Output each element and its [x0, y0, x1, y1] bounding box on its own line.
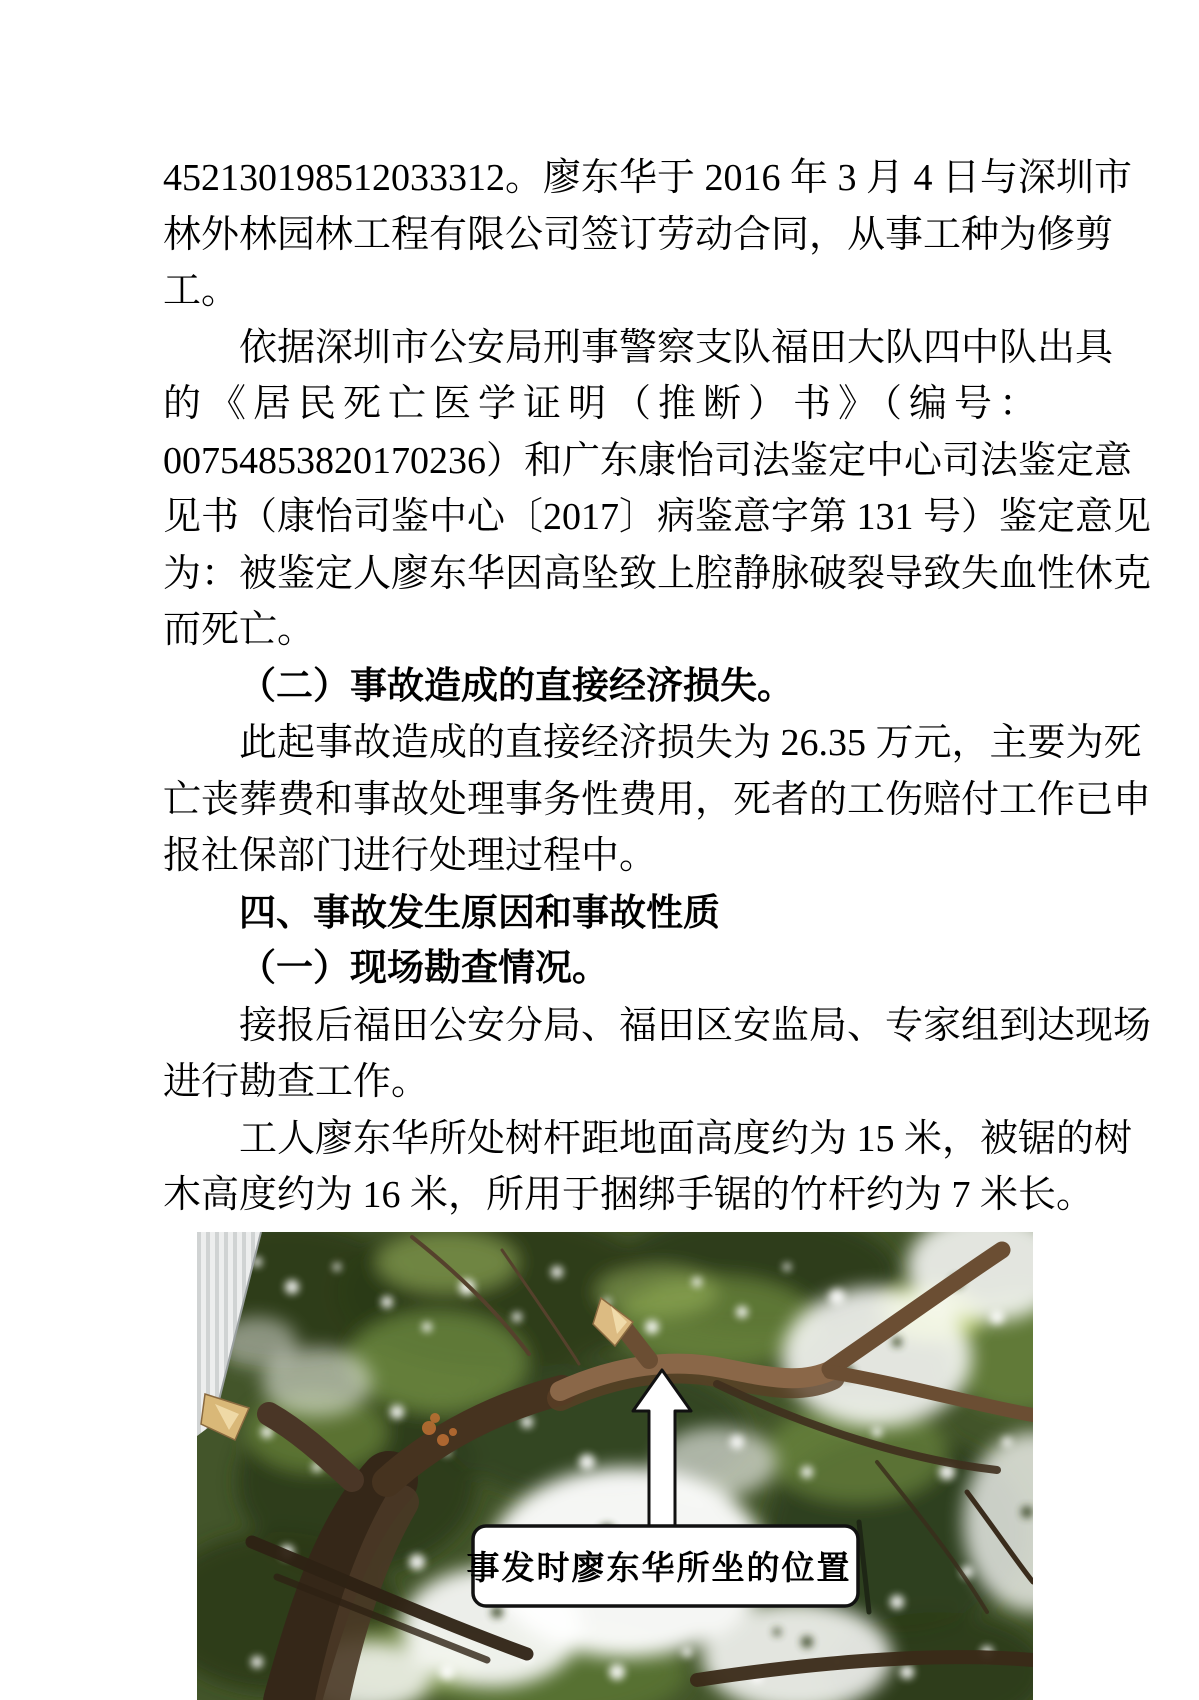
photo-callout [467, 1526, 859, 1606]
chapter-heading-cause-and-nature: 四、事故发生原因和事故性质 [239, 891, 720, 933]
doc-line-6: 00754853820170236）和广东康怡司法鉴定中心司法鉴定意 [163, 439, 1133, 482]
doc-line-2: 林外林园林工程有限公司签订劳动合同，从事工种为修剪 [163, 213, 1114, 256]
doc-line-3: 工。 [163, 270, 240, 312]
doc-line-5: 的《居民死亡医学证明（推断）书》（编号： [163, 383, 1037, 425]
doc-line-4: 依据深圳市公安局刑事警察支队福田大队四中队出具 [239, 326, 1114, 369]
doc-line-9: 而死亡。 [163, 609, 316, 651]
photo-callout-label: 事发时廖东华所坐的位置 [466, 1550, 852, 1587]
doc-line-19: 木高度约为 16 米，所用于捆绑手锯的竹杆约为 7 米长。 [163, 1174, 1095, 1216]
doc-line-8: 为：被鉴定人廖东华因高坠致上腔静脉破裂导致失血性休克 [163, 552, 1152, 595]
doc-line-11: 此起事故造成的直接经济损失为 26.35 万元，主要为死 [239, 722, 1142, 764]
doc-line-16: 接报后福田公安分局、福田区安监局、专家组到达现场 [239, 1004, 1152, 1047]
doc-line-12: 亡丧葬费和事故处理事务性费用，死者的工伤赔付工作已申 [163, 778, 1152, 821]
doc-line-18: 工人廖东华所处树杆距地面高度约为 15 米，被锯的树 [239, 1117, 1133, 1160]
site-photo-tree-canopy [197, 1232, 1033, 1700]
subsection-heading-site-survey: （一）现场勘查情况。 [239, 948, 609, 989]
doc-line-13: 报社保部门进行处理过程中。 [163, 835, 658, 877]
doc-line-17: 进行勘查工作。 [163, 1061, 430, 1103]
doc-line-7: 见书（康怡司鉴中心〔2017〕病鉴意字第 131 号）鉴定意见 [163, 496, 1152, 538]
subsection-heading-economic-loss: （二）事故造成的直接经济损失。 [239, 665, 794, 707]
doc-line-1: 452130198512033312。廖东华于 2016 年 3 月 4 日与深圳市 [163, 157, 1133, 199]
